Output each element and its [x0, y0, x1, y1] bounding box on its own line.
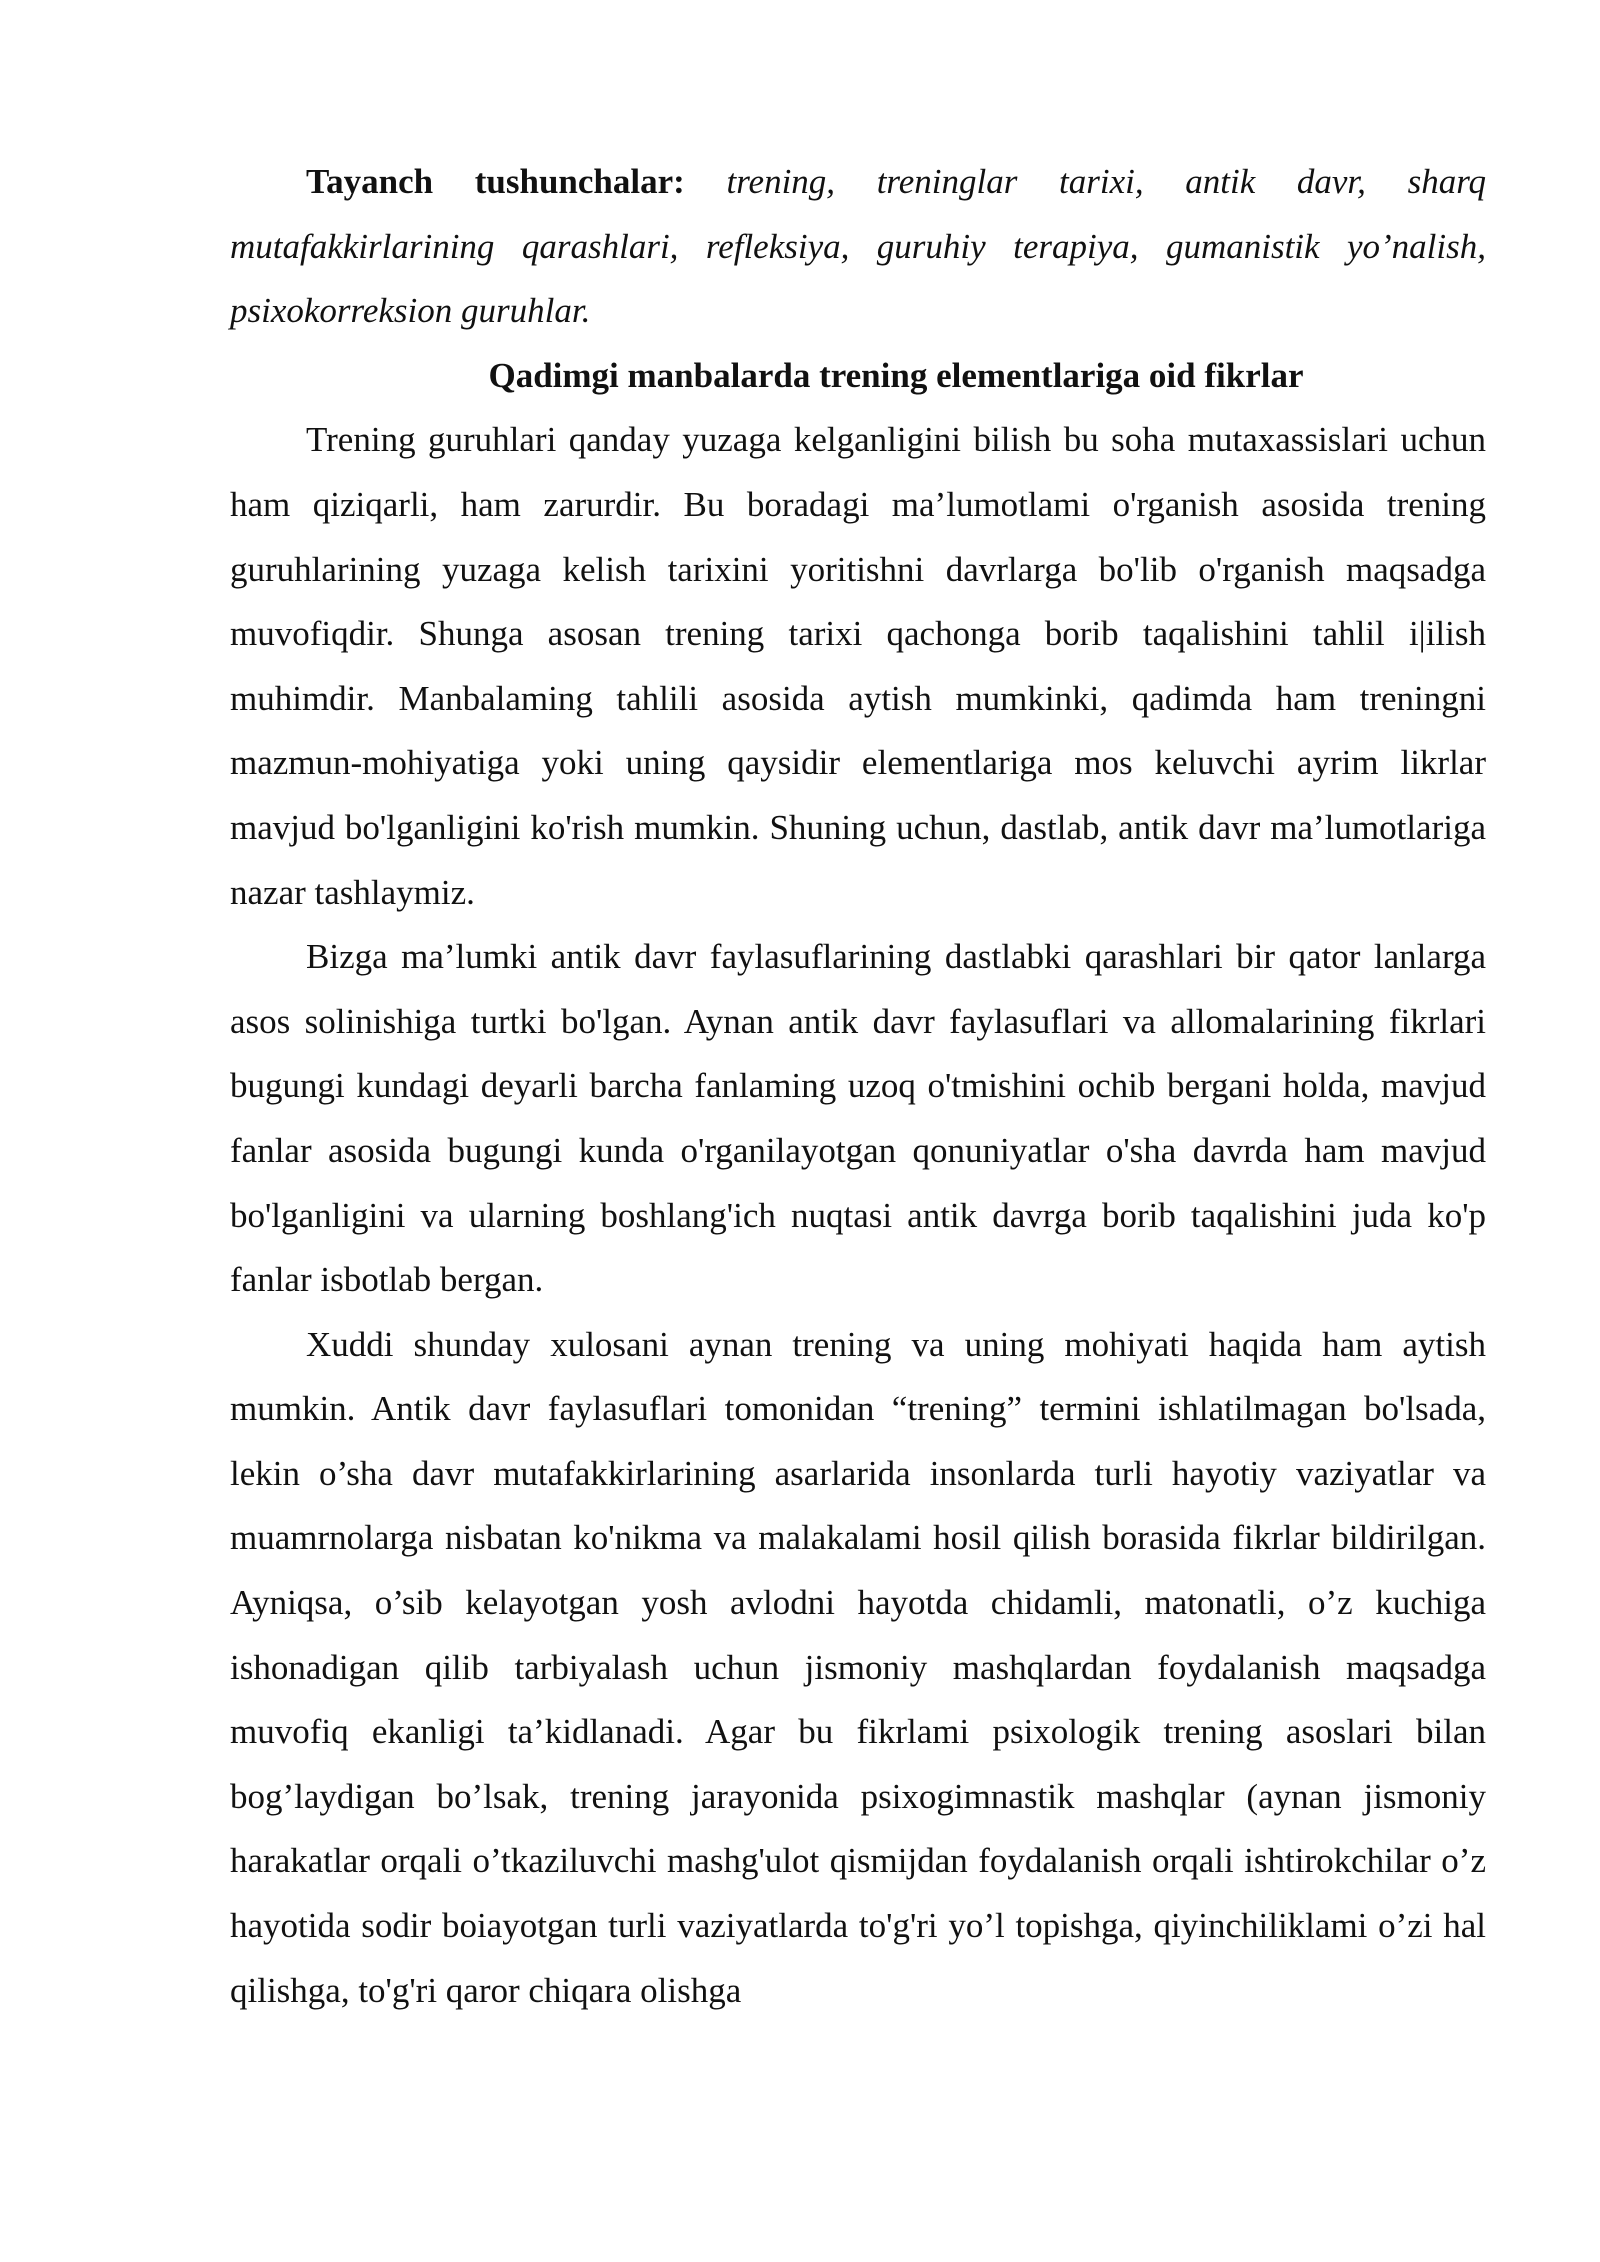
- keywords-text: trening, treninglar tarixi, antik davr, sharq mutafakkirlarining qarashlari, refleksiya, guruhiy terapiya, gumanistik yo’nalish, psixokorreksion guruhlar.: [230, 162, 1487, 331]
- section-heading: Qadimgi manbalarda trening elementlariga oid fikrlar: [488, 355, 1304, 395]
- document-page: [230, 150, 1486, 2023]
- keywords-label: Tayanch tushunchalar:: [306, 162, 685, 201]
- body-paragraph-1: Trening guruhlari qanday yuzaga kelganligini bilish bu soha mutaxassislari uchun ham qiziqarli, ham zarurdir. Bu boradagi ma’lumotlami o'rganish asosida trening guruhlarining yuzaga kelish tarixini yoritishni davrlarga bo'lib o'rganish maqsadga muvofiqdir. Shunga asosan trening tarixi qachonga borib taqalishini tahlil i|ilish muhimdir. Manbalaming tahlili asosida aytish mumkinki, qadimda ham treningni mazmun-mohiyatiga yoki uning qaysidir elementlariga mos keluvchi ayrim likrlar mavjud bo'lganligini ko'rish mumkin. Shuning uchun, dastlab, antik davr ma’lumotlariga nazar tashlaymiz.: [230, 420, 1486, 912]
- keywords-paragraph: [230, 150, 1486, 344]
- body-paragraph-3: Xuddi shunday xulosani aynan trening va uning mohiyati haqida ham aytish mumkin. Antik davr faylasuflari tomonidan “trening” termini ishlatilmagan bo'lsada, lekin o’sha davr mutafakkirlarining asarlarida insonlarda turli hayotiy vaziyatlar va muamrnolarga nisbatan ko'nikma va malakalami hosil qilish borasida fikrlar bildirilgan. Ayniqsa, o’sib kelayotgan yosh avlodni hayotda chidamli, matonatli, o’z kuchiga ishonadigan qilib tarbiyalash uchun jismoniy mashqlardan foydalanish maqsadga muvofiq ekanligi ta’kidlanadi. Agar bu fikrlami psixologik trening asoslari bilan bog’laydigan bo’lsak, trening jarayonida psixogimnastik mashqlar (aynan jismoniy harakatlar orqali o’tkaziluvchi mashg'ulot qismijdan foydalanish orqali ishtirokchilar o’z hayotida sodir boiayotgan turli vaziyatlarda to'g'ri yo’l topishga, qiyinchiliklami o’zi hal qilishga, to'g'ri qaror chiqara olishga: [230, 1324, 1486, 2010]
- body-paragraph-2: Bizga ma’lumki antik davr faylasuflarining dastlabki qarashlari bir qator lanlarga asos solinishiga turtki bo'lgan. Aynan antik davr faylasuflari va allomalarining fikrlari bugungi kundagi deyarli barcha fanlaming uzoq o'tmishini ochib bergani holda, mavjud fanlar asosida bugungi kunda o'rganilayotgan qonuniyatlar o'sha davrda ham mavjud bo'lganligini va ularning boshlang'ich nuqtasi antik davrga borib taqalishini juda ko'p fanlar isbotlab bergan.: [230, 937, 1486, 1300]
